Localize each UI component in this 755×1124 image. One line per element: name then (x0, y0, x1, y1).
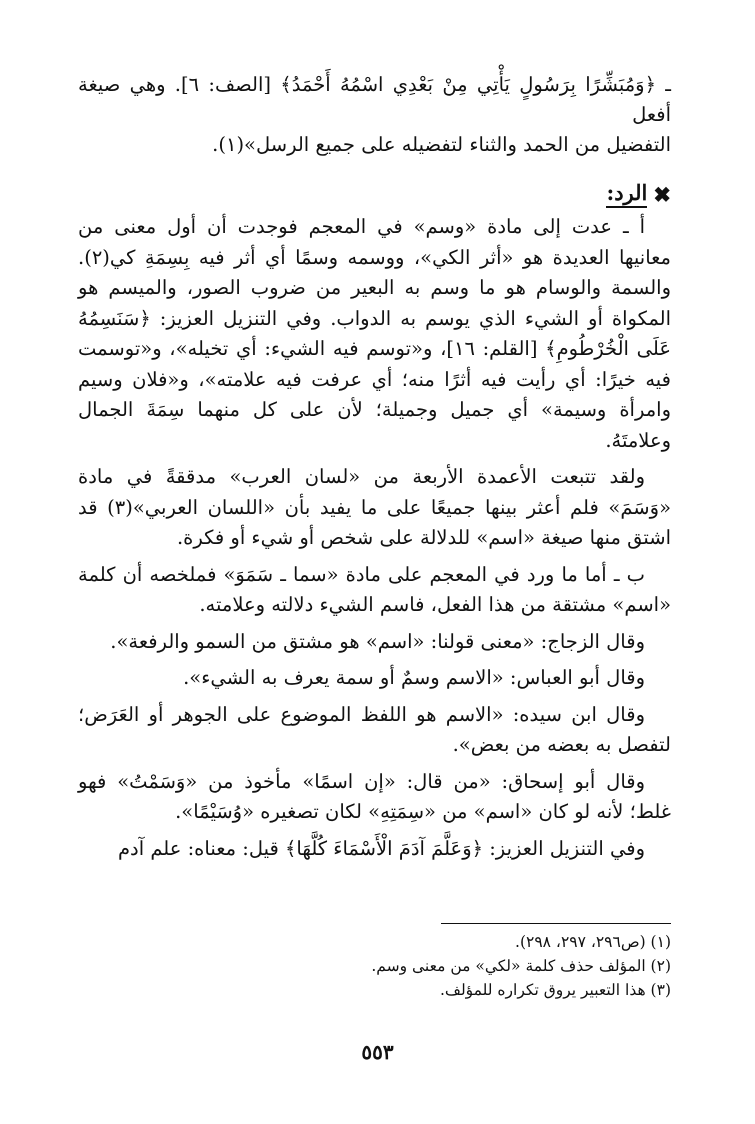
intro-line-2: التفضيل من الحمد والثناء لتفضيله على جميع الرسل»(١). (212, 133, 671, 156)
paragraph-lisan: ولقد تتبعت الأعمدة الأربعة من «لسان العرب» مدققةً في مادة «وَسَمَ» فلم أعثر بينها جميعًا على ما يفيد بأن «اللسان العربي»(٣) قد اشتق منها صيغة «اسم» للدلالة على شخص أو شيء أو فكرة. (78, 465, 671, 549)
page-number: ٥٥٣ (361, 1040, 394, 1064)
cross-mark-icon: ✖ (653, 181, 671, 207)
footnote-3: (٣) هذا التعبير يروق تكراره للمؤلف. (439, 981, 671, 999)
page-body (78, 70, 671, 870)
paragraph-zajjaj: وقال الزجاج: «معنى قولنا: «اسم» هو مشتق من السمو والرفعة». (110, 629, 645, 653)
paragraph-abbas: وقال أبو العباس: «الاسم وسمٌ أو سمة يعرف به الشيء». (183, 666, 645, 689)
intro-line-1: ـ ﴿وَمُبَشِّرًا بِرَسُولٍ يَأْتِي مِنْ بَعْدِي اسْمُهُ أَحْمَدُ﴾ [الصف: ٦]. وهي صيغة أفعل (78, 73, 671, 126)
footnote-1: (١) (ص٢٩٦، ٢٩٧، ٢٩٨). (515, 933, 671, 951)
paragraph-a: أ ـ عدت إلى مادة «وسم» في المعجم فوجدت أن أول معنى من معانيها العديدة هو «أثر الكي»، ووسمه وسمًا أي أثر فيه بِسِمَةِ كي(٢). والسمة والوسام هو ما وسم به البعير من ضروب الصور، والميسم هو المكواة أو الشيء الذي يوسم به الدواب. وفي التنزيل العزيز: ﴿سَنَسِمُهُ عَلَى الْخُرْطُومِ﴾ [القلم: ١٦]، و«توسم فيه الشيء: أي تخيله»، و«توسمت فيه خيرًا: أي رأيت فيه أثرًا منه؛ أي عرفت فيه علامته»، و«فلان وسيم وامرأة وسيمة» أي جميل وجميلة؛ لأن على كل منهما سِمَةَ الجمال وعلامتَهُ. (78, 215, 671, 452)
section-heading (78, 180, 671, 208)
footnotes (78, 930, 671, 1002)
footnote-2: (٢) المؤلف حذف كلمة «لكي» من معنى وسم. (371, 957, 671, 975)
paragraph-abu-ishaq: وقال أبو إسحاق: «من قال: «إن اسمًا» مأخوذ من «وَسَمْتُ» فهو غلط؛ لأنه لو كان «اسم» من «سِمَتِهِ» لكان تصغيره «وُسَيْمًا». (78, 769, 671, 823)
footnote-separator (441, 923, 671, 924)
paragraph-tanzil: وفي التنزيل العزيز: ﴿وَعَلَّمَ آدَمَ الْأَسْمَاءَ كُلَّهَا﴾ قيل: معناه: علم آدم (117, 836, 645, 860)
paragraph-b: ب ـ أما ما ورد في المعجم على مادة «سما ـ سَمَوَ» فملخصه أن كلمة «اسم» مشتقة من هذا الفعل، فاسم الشيء دلالته وعلامته. (78, 562, 671, 616)
paragraph-ibn-sidah: وقال ابن سيده: «الاسم هو اللفظ الموضوع على الجوهر أو العَرَض؛ لتفصل به بعضه من بعض». (78, 702, 671, 756)
heading-text: الرد: (606, 180, 647, 208)
